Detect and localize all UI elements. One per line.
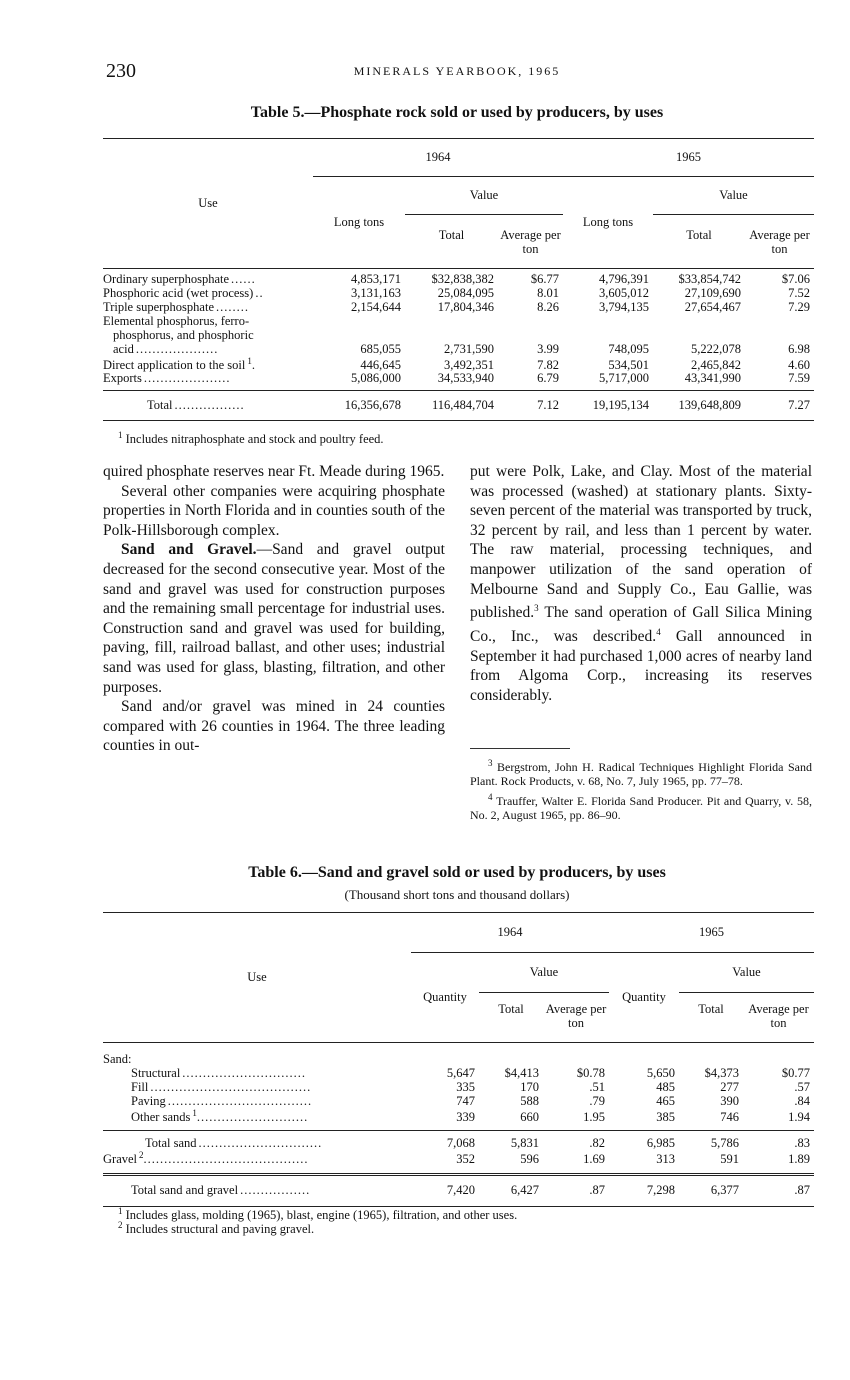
table6-cell: .82 [543, 1131, 609, 1151]
table5-cell: 4.60 [788, 357, 810, 372]
table5-header-1964: 1964 [313, 139, 563, 177]
text-column-left [103, 462, 445, 756]
table6-header-value-1965: Value [679, 953, 814, 993]
table5-cell: $7.06 [781, 271, 810, 286]
table5-cell: 25,084,095 [437, 285, 494, 300]
table5-cell: $32,838,382 [431, 271, 494, 286]
table5-cell: 43,341,990 [653, 372, 745, 390]
table6-cell: .83 [743, 1131, 814, 1151]
footnote-separator [470, 748, 570, 749]
table5-cell: 8.26 [537, 299, 559, 314]
table6-cell: 5,650 [646, 1065, 675, 1080]
table6-footnote-1: $^1$ Includes glass, molding (1965), blast, engine (1965), filtration, and other uses. [118, 1206, 518, 1223]
table6-cell: 591 [679, 1151, 743, 1174]
table5-cell: $33,854,742 [678, 271, 741, 286]
table5-row [103, 269, 814, 287]
table6-row [103, 1095, 814, 1109]
table6-use-label: Total sand .............................. [103, 1131, 411, 1151]
table5-cell: 5,717,000 [563, 372, 653, 390]
table6-header-1965: 1965 [609, 913, 814, 953]
table5-header-value-1964: Value [405, 177, 563, 215]
table5-row [103, 315, 814, 357]
table6-gravel-row [103, 1151, 814, 1174]
table5-row [103, 372, 814, 390]
footnote-4: $^4$ Trauffer, Walter E. Florida Sand Producer. Pit and Quarry, v. 58, No. 2, August 1965, pp. 86–90. [470, 792, 812, 822]
table6-cell: 5,831 [479, 1131, 543, 1151]
table5-row [103, 287, 814, 301]
table6-cell: 5,647 [446, 1065, 475, 1080]
table6-cell: 6,985 [609, 1131, 679, 1151]
table5-cell: 534,501 [608, 357, 649, 372]
table5-header-use: Use [103, 139, 313, 269]
section-heading: Sand and Gravel. [121, 541, 257, 559]
table6-cell: 588 [520, 1093, 539, 1108]
table5-total-label: Total ................. [103, 391, 313, 421]
table6-cell: 1.95 [583, 1109, 605, 1124]
table5-cell: 7.59 [745, 372, 814, 390]
table5-cell: 3,131,163 [351, 285, 401, 300]
table6-cell: .79 [589, 1093, 605, 1108]
table5-row [103, 357, 814, 373]
table5-cell: 685,055 [360, 341, 401, 356]
table6-use-label: Paving ................................... [131, 1094, 313, 1108]
table5-header-avg-1964: Average per ton [498, 215, 563, 269]
table5-use-label: Triple superphosphate ........ [103, 300, 249, 314]
table5-cell: 3,794,135 [599, 299, 649, 314]
table6-cell: 6,377 [679, 1174, 743, 1206]
table6-use-label: Other sands $^1$........................... [131, 1108, 309, 1124]
paragraph: quired phosphate reserves near Ft. Meade during 1965. [103, 463, 445, 480]
footnotes-text [470, 757, 812, 822]
table6-use-label: Total sand and gravel ................. [103, 1174, 411, 1206]
table6-sand-label: Sand: [103, 1051, 132, 1066]
table5-cell: 34,533,940 [405, 372, 498, 390]
table6-cell: 747 [456, 1093, 475, 1108]
table6-cell: 313 [609, 1151, 679, 1174]
table6-cell: .84 [794, 1093, 810, 1108]
table6-cell: .57 [794, 1079, 810, 1094]
table6-cell: 385 [656, 1109, 675, 1124]
table6-header-quantity-1964: Quantity [411, 953, 479, 1043]
table5-cell: 7.82 [537, 357, 559, 372]
table6-use-label: Structural .............................. [131, 1066, 307, 1080]
table6-cell: 170 [520, 1079, 539, 1094]
table6-cell: 7,420 [411, 1174, 479, 1206]
table5-total-cell: 7.12 [498, 391, 563, 421]
table6-header-total-1965: Total [679, 993, 743, 1043]
table6-cell: 7,068 [411, 1131, 479, 1151]
table5-cell: 748,095 [608, 341, 649, 356]
paragraph: Sand and Gravel.—Sand and gravel output decreased for the second consecutive year. Most of the sand and gravel was used for construction purposes and the remaining small percentage for industrial uses. Construction sand and gravel was used for building, paving, fill, railroad ballast, and other uses; industrial sand was used for glass, blasting, filtration, and other purposes. [103, 541, 445, 696]
table5-header-avg-1965: Average per ton [745, 215, 814, 269]
table5-total-cell: 16,356,678 [313, 391, 405, 421]
table6-row [103, 1081, 814, 1095]
table5-title: Table 5.—Phosphate rock sold or used by producers, by uses [250, 104, 664, 121]
table5-header-long-tons-1964: Long tons [313, 177, 405, 269]
table6-cell: $0.78 [576, 1065, 605, 1080]
table6-cell: 660 [520, 1109, 539, 1124]
table5-cell: $6.77 [530, 271, 559, 286]
table5-cell: 27,654,467 [684, 299, 741, 314]
table5-cell: 4,853,171 [351, 271, 401, 286]
table5-cell: 2,154,644 [351, 299, 401, 314]
table6-cell: .87 [543, 1174, 609, 1206]
table6-cell: 485 [656, 1079, 675, 1094]
table5-cell: 3.99 [537, 341, 559, 356]
table5-cell: 5,222,078 [691, 341, 741, 356]
table6-grand-total-row [103, 1174, 814, 1206]
table6-cell: 7,298 [609, 1174, 679, 1206]
table5-cell: 6.79 [498, 372, 563, 390]
table5-cell: 2,731,590 [444, 341, 494, 356]
table5-total-cell: 19,195,134 [563, 391, 653, 421]
table5-row [103, 301, 814, 315]
table5-total-cell: 116,484,704 [405, 391, 498, 421]
table5-header-value-1965: Value [653, 177, 814, 215]
table5-cell: 27,109,690 [684, 285, 741, 300]
running-title: MINERALS YEARBOOK, 1965 [353, 64, 561, 78]
table5-cell: 6.98 [788, 341, 810, 356]
table6-cell: $4,373 [704, 1065, 739, 1080]
table6-header-avg-1965: Average per ton [743, 993, 814, 1043]
text-column-right [470, 462, 812, 705]
table5-footnote: $^1$ Includes nitraphosphate and stock and poultry feed. [118, 430, 384, 447]
table5-total-cell: 7.27 [745, 391, 814, 421]
table5-cell: 446,645 [360, 357, 401, 372]
table5-header-long-tons-1965: Long tons [563, 177, 653, 269]
table6-cell: 1.89 [743, 1151, 814, 1174]
table5-use-label: Ordinary superphosphate ...... [103, 271, 256, 286]
table6-cell: .51 [589, 1079, 605, 1094]
table6-cell: 6,427 [479, 1174, 543, 1206]
table5-cell: 4,796,391 [599, 271, 649, 286]
table5-cell: 8.01 [537, 285, 559, 300]
table6-header-value-1964: Value [479, 953, 609, 993]
table5-use-label: Direct application to the soil $^1$. [103, 356, 256, 372]
table6-header-avg-1964: Average per ton [543, 993, 609, 1043]
table6-header-quantity-1965: Quantity [609, 953, 679, 1043]
table6-cell: 352 [411, 1151, 479, 1174]
table6-cell: 1.69 [543, 1151, 609, 1174]
table6-use-label: Gravel $^2$........................................ [103, 1151, 411, 1174]
table6 [103, 912, 814, 1207]
paragraph: Sand and/or gravel was mined in 24 counties compared with 26 counties in 1964. The three leading counties in out- [103, 698, 445, 755]
table5-cell: 7.52 [788, 285, 810, 300]
table5-cell: 3,492,351 [444, 357, 494, 372]
table6-cell: 465 [656, 1093, 675, 1108]
table6-cell: 1.94 [788, 1109, 810, 1124]
table5-use-label: Phosphoric acid (wet process) .. [103, 286, 264, 300]
table5-cell: 5,086,000 [313, 372, 405, 390]
table6-use-label: Fill ....................................... [131, 1080, 312, 1094]
table5-use-label: Exports ..................... [103, 372, 313, 390]
table5-cell: 7.29 [788, 299, 810, 314]
table6-row [103, 1109, 814, 1131]
table5-total-cell: 139,648,809 [653, 391, 745, 421]
table5-cell: 2,465,842 [691, 357, 741, 372]
table5-cell: 3,605,012 [599, 285, 649, 300]
table6-footnote-2: $^2$ Includes structural and paving gravel. [118, 1220, 315, 1237]
table6-header-use: Use [103, 913, 411, 1043]
table6-cell: 277 [720, 1079, 739, 1094]
page-number: 230 [106, 60, 136, 82]
table6-header-total-1964: Total [479, 993, 543, 1043]
table5-cell: 17,804,346 [437, 299, 494, 314]
table6-cell: 339 [456, 1109, 475, 1124]
table6-cell: 596 [479, 1151, 543, 1174]
table6-title: Table 6.—Sand and gravel sold or used by producers, by uses [248, 864, 666, 881]
table5-header-1965: 1965 [563, 139, 814, 177]
table6-header-1964: 1964 [411, 913, 609, 953]
table6-total-sand-row [103, 1131, 814, 1151]
table6-cell: 335 [456, 1079, 475, 1094]
table6-subtitle: (Thousand short tons and thousand dollars) [344, 887, 570, 902]
paragraph: Several other companies were acquiring phosphate properties in North Florida and in counties south of the Polk-Hillsborough complex. [103, 482, 445, 539]
paragraph: put were Polk, Lake, and Clay. Most of the material was processed (washed) at stationary plants. Sixty-seven percent of the material was transported by truck, 32 percent by rail, and less than 1 percent by water. The raw material, processing techniques, and manpower utilization of the sand operation of Melbourne Sand and Supply Co., Eau Gallie, was published.$^3$ The sand operation of Gall Silica Mining Co., Inc., was described.$^4$ Gall announced in September it had purchased 1,000 acres of nearby land from Algoma Corp., increasing its reserves considerably. [470, 463, 812, 704]
table6-cell: $0.77 [781, 1065, 810, 1080]
table6-cell: 390 [720, 1093, 739, 1108]
table5 [103, 138, 814, 421]
table5-use-label: Elemental phosphorus, ferro- phosphorus, and phosphoric acid .................... [103, 314, 254, 356]
footnote-3: $^3$ Bergstrom, John H. Radical Techniques Highlight Florida Sand Plant. Rock Products, v. 68, No. 7, July 1965, pp. 77–78. [470, 758, 813, 788]
table6-cell: 746 [720, 1109, 739, 1124]
table6-cell: 5,786 [679, 1131, 743, 1151]
table6-row [103, 1067, 814, 1081]
table5-header-total-1964: Total [405, 215, 498, 269]
table6-cell: .87 [743, 1174, 814, 1206]
table6-cell: $4,413 [504, 1065, 539, 1080]
table5-total-row [103, 391, 814, 421]
table5-header-total-1965: Total [653, 215, 745, 269]
